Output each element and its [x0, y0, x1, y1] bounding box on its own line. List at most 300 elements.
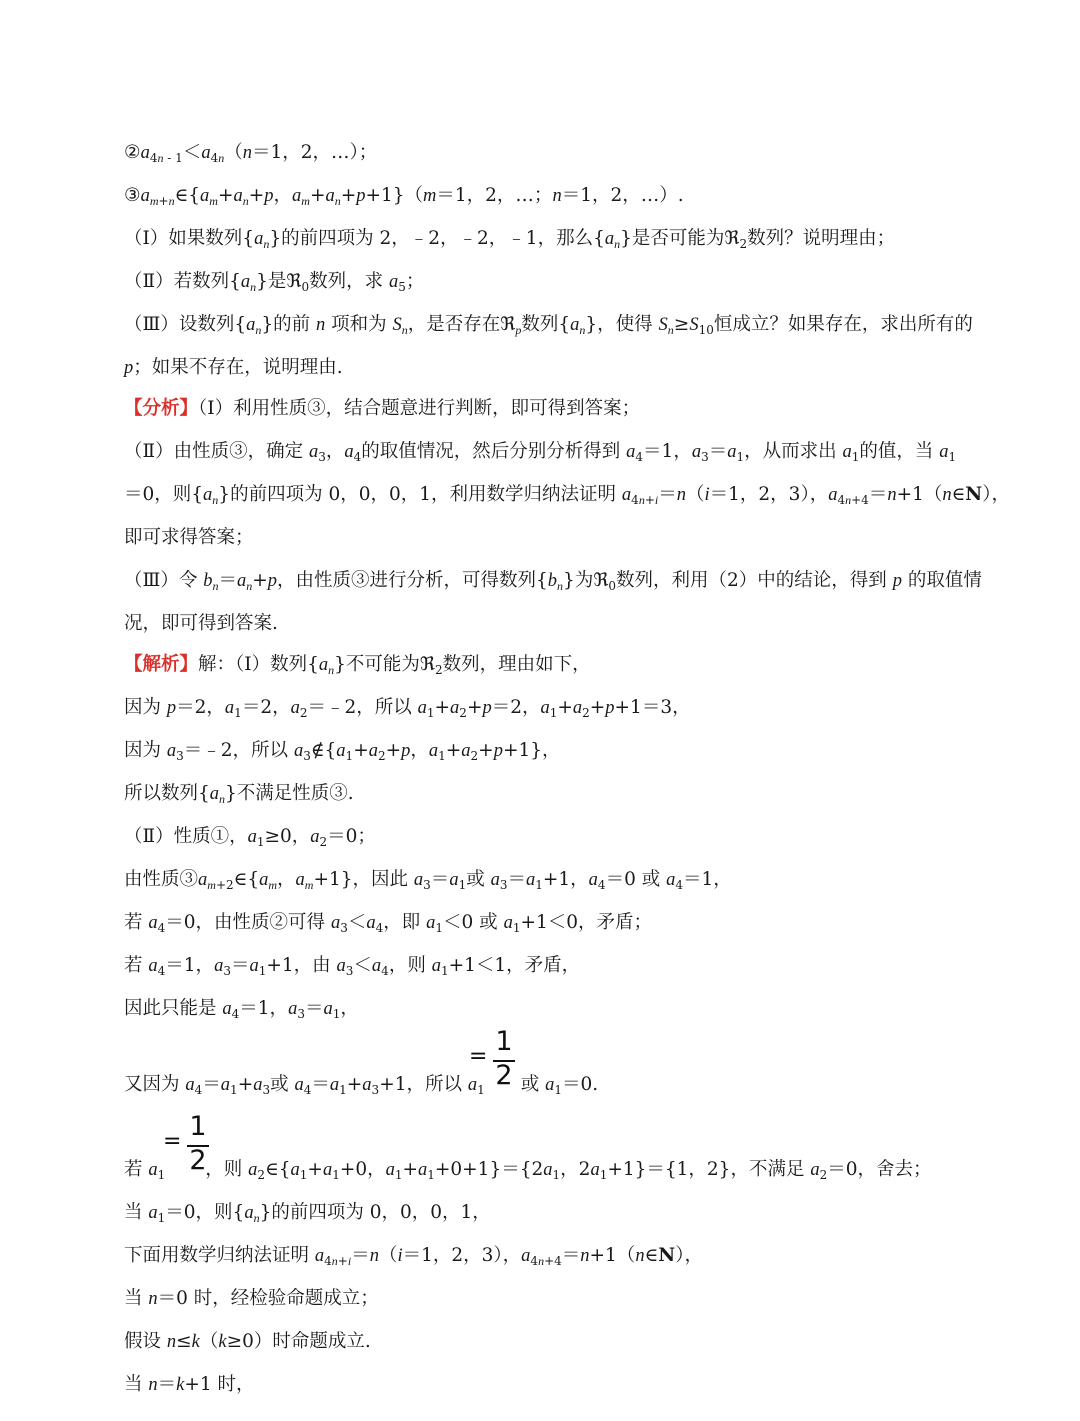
subscript: 4: [635, 450, 644, 464]
text-run: m: [423, 186, 437, 206]
text-run: a: [295, 870, 305, 890]
text-run: +: [445, 740, 462, 761]
text-run: a: [310, 827, 320, 847]
subscript: 4: [353, 450, 362, 464]
fraction-denominator: 2: [189, 1145, 207, 1176]
text-run: +: [307, 1159, 323, 1180]
text-run: a: [503, 913, 513, 933]
text-run: p: [356, 186, 366, 206]
text-run: a: [148, 1160, 158, 1180]
subscript: 1: [299, 1168, 308, 1182]
text-run: ∉{: [310, 740, 337, 761]
subscript: 1: [535, 878, 543, 892]
text-run: }，使得: [585, 314, 659, 335]
text-run: a: [323, 999, 333, 1019]
text-run: ＝2，: [241, 697, 291, 718]
subscript: n: [328, 663, 335, 677]
text-run: ∈{: [174, 185, 201, 206]
text-run: ），: [982, 484, 1010, 505]
text-run: S: [658, 315, 668, 335]
text-run: a: [220, 1075, 231, 1095]
text-run: （: [378, 1245, 398, 1266]
text-run: a: [140, 143, 150, 163]
subscript: 4: [530, 1254, 539, 1268]
subscript: 1: [339, 1083, 347, 1097]
text-run: p: [166, 698, 177, 718]
text-run: ＝: [658, 484, 677, 505]
text-run: a: [254, 229, 264, 249]
text-run: a: [288, 999, 298, 1019]
subscript: m: [207, 878, 216, 892]
text-run: n: [552, 186, 562, 206]
text-run: a: [325, 186, 335, 206]
text-run: ＝1，: [683, 869, 732, 890]
line-19: [124, 911, 652, 935]
subscript: 1: [394, 1168, 403, 1182]
text-run: a: [413, 870, 424, 890]
text-run: ＜: [182, 142, 202, 163]
subscript: +4: [851, 493, 869, 507]
subscript: n: [212, 493, 219, 507]
subscript: n: [614, 237, 621, 251]
text-run: ，则: [205, 1159, 249, 1180]
subscript: 4: [303, 1083, 312, 1097]
subscript: 1: [552, 1168, 561, 1182]
text-run: a: [203, 485, 213, 505]
text-run: 因为: [124, 740, 167, 761]
text-run: ，: [325, 441, 345, 462]
subscript: 1: [851, 450, 860, 464]
section-tag: 【解析】: [124, 654, 199, 675]
text-run: a: [828, 485, 838, 505]
subscript: 1: [332, 1007, 341, 1021]
subscript: +: [158, 194, 169, 208]
subscript: n: [242, 194, 249, 208]
line-18: [124, 868, 732, 892]
text-run: ＜: [347, 912, 367, 933]
text-run: ＝0，则{: [124, 484, 204, 505]
text-run: +: [402, 1159, 419, 1180]
text-run: （: [199, 1331, 219, 1352]
text-run: ＝2，: [176, 697, 225, 718]
subscript: 4: [381, 964, 389, 978]
text-run: a: [322, 1160, 333, 1180]
text-run: k: [218, 1332, 227, 1352]
text-run: ，: [277, 869, 296, 890]
text-run: ＝1，: [165, 955, 215, 976]
text-run: +1＝3，: [614, 697, 691, 718]
text-run: a: [308, 442, 319, 462]
subscript: m: [209, 194, 218, 208]
text-run: 项和为: [325, 314, 393, 335]
text-run: 数列？说明理由；: [747, 228, 896, 249]
subscript: 4: [231, 1007, 240, 1021]
text-run: ，: [410, 740, 429, 761]
subscript: 1: [230, 1083, 238, 1097]
subscript: 1: [512, 921, 521, 935]
text-run: }的前四项为 0，0，0，1，利用数学归纳法证明: [218, 484, 622, 505]
text-run: p: [493, 741, 503, 761]
text-run: ＝1，: [643, 441, 692, 462]
subscript: 4: [157, 921, 166, 935]
text-run: +: [434, 697, 451, 718]
text-run: ＜: [353, 955, 372, 976]
subscript: 1: [435, 921, 444, 935]
text-run: ＝﹣2，所以: [307, 697, 418, 718]
subscript: n: [246, 579, 253, 593]
subscript: n: [845, 493, 852, 507]
text-run: a: [246, 315, 256, 335]
text-run: ＝: [311, 1074, 330, 1095]
text-run: a: [237, 571, 247, 591]
text-run: a: [590, 1160, 600, 1180]
subscript: n: [538, 1254, 545, 1268]
text-run: ＝: [304, 998, 324, 1019]
text-run: 解：（Ⅰ）数列{: [198, 654, 319, 675]
subscript: m: [149, 194, 159, 208]
subscript: 0: [608, 579, 617, 593]
subscript: 1: [345, 749, 354, 763]
text-run: ，2: [560, 1159, 591, 1180]
text-run: a: [198, 870, 208, 890]
text-run: ＝0，舍去；: [827, 1159, 932, 1180]
text-run: a: [428, 741, 439, 761]
text-run: a: [140, 186, 150, 206]
text-run: a: [290, 698, 300, 718]
text-run: a: [318, 655, 329, 675]
text-run: （Ⅲ）设数列{: [124, 314, 247, 335]
text-run: }不可能为ℜ: [334, 654, 435, 675]
subscript: n: [579, 323, 586, 337]
text-run: a: [253, 1075, 263, 1095]
text-run: a: [621, 485, 632, 505]
line-22: [124, 1073, 598, 1097]
text-run: ＝1，2，3），: [709, 484, 829, 505]
text-run: n: [242, 143, 252, 163]
text-run: a: [244, 1203, 254, 1223]
text-run: （Ⅱ）由性质③，确定: [124, 441, 309, 462]
subscript: 0: [301, 280, 310, 294]
text-run: +1（: [896, 484, 943, 505]
subscript: 3: [176, 749, 184, 763]
text-run: N: [658, 1245, 676, 1266]
text-run: 当: [124, 1202, 149, 1223]
text-run: a: [240, 272, 251, 292]
line-14: [124, 696, 691, 720]
text-run: （Ⅱ）若数列{: [124, 271, 241, 292]
text-run: a: [330, 913, 341, 933]
line-01: [124, 141, 377, 165]
line-04: [124, 270, 424, 294]
text-run: S: [689, 315, 699, 335]
text-run: ，由性质③进行分析，可得数列{: [277, 570, 548, 591]
text-run: i: [397, 1246, 403, 1266]
subscript: 3: [340, 921, 348, 935]
subscript: n: [557, 579, 564, 593]
subscript: 3: [499, 878, 508, 892]
subscript: +: [644, 493, 655, 507]
text-run: ＝1，2，…）；: [251, 142, 378, 163]
text-run: p: [605, 698, 615, 718]
line-07: [124, 397, 640, 421]
subscript: 1: [438, 749, 446, 763]
text-run: ∈{: [233, 869, 260, 890]
text-run: ②: [124, 142, 141, 163]
text-run: a: [626, 442, 636, 462]
text-run: n: [676, 485, 686, 505]
text-run: a: [314, 1246, 325, 1266]
text-run: ＝0，由性质②可得: [165, 912, 331, 933]
text-run: a: [148, 1203, 158, 1223]
text-run: a: [201, 143, 211, 163]
subscript: 3: [262, 1083, 271, 1097]
text-run: }的前: [261, 314, 317, 335]
text-run: a: [294, 1075, 304, 1095]
text-run: （: [224, 142, 243, 163]
text-run: }是否可能为ℜ: [620, 228, 740, 249]
subscript: 2: [819, 1168, 828, 1182]
text-run: ＝0.: [562, 1074, 599, 1095]
text-run: a: [209, 784, 220, 804]
text-run: 的取值情况，然后分别分析得到: [361, 441, 627, 462]
text-run: ∈{: [265, 1159, 291, 1180]
text-run: +: [217, 185, 234, 206]
text-run: a: [366, 913, 376, 933]
text-run: a: [426, 913, 436, 933]
fraction-numerator: 1: [189, 1111, 207, 1142]
text-run: 或: [270, 1074, 295, 1095]
text-run: 数列，利用（2）中的结论，得到: [616, 570, 893, 591]
text-run: ＝: [202, 1074, 221, 1095]
text-run: ，从而求出: [744, 441, 843, 462]
text-run: b: [203, 571, 213, 591]
text-run: a: [842, 442, 852, 462]
text-run: ，即: [383, 912, 427, 933]
text-run: ＝1，2，…；: [436, 185, 553, 206]
text-run: a: [249, 956, 259, 976]
text-run: +1}，: [502, 740, 561, 761]
line-20: [124, 954, 580, 978]
line-11: [124, 569, 982, 593]
subscript: n: [255, 323, 262, 337]
text-run: +0，: [339, 1159, 386, 1180]
text-run: ≥: [673, 314, 690, 335]
text-run: 若: [124, 1159, 149, 1180]
subscript: n: [219, 792, 226, 806]
text-run: n: [316, 315, 326, 335]
text-run: +1（: [589, 1245, 636, 1266]
text-run: a: [431, 956, 441, 976]
text-run: +1}，因此: [313, 869, 414, 890]
subscript: 1: [440, 964, 449, 978]
text-run: p: [124, 358, 134, 378]
subscript: 1: [234, 706, 242, 720]
fraction-numerator: 1: [495, 1026, 513, 1057]
text-run: a: [388, 272, 399, 292]
text-run: ，: [273, 185, 293, 206]
line-27: [124, 1330, 371, 1354]
subscript: 4: [210, 151, 219, 165]
text-run: ＝: [868, 484, 888, 505]
text-run: a: [259, 870, 269, 890]
text-run: +: [309, 185, 326, 206]
text-run: ），: [675, 1245, 703, 1266]
line-10: [124, 526, 254, 550]
text-run: +: [385, 740, 402, 761]
text-run: 下面用数学归纳法证明: [124, 1245, 315, 1266]
equals-sign: =: [469, 1044, 488, 1069]
text-run: ＜0 或: [443, 912, 504, 933]
text-run: a: [224, 698, 235, 718]
subscript: 4: [597, 878, 606, 892]
subscript: 1: [256, 835, 265, 849]
text-run: a: [543, 1160, 553, 1180]
text-run: +1}（: [365, 185, 424, 206]
equals-sign: =: [163, 1129, 182, 1154]
subscript: 1: [458, 878, 467, 892]
text-run: p: [267, 571, 278, 591]
text-run: ＝: [351, 1245, 370, 1266]
subscript: 1: [157, 1211, 166, 1225]
line-13: [124, 653, 591, 677]
text-run: ＝0；: [327, 826, 376, 847]
text-run: 若: [124, 955, 149, 976]
subscript: 2: [582, 706, 590, 720]
text-run: a: [490, 870, 500, 890]
text-run: a: [588, 870, 598, 890]
text-run: }不满足性质③.: [225, 783, 354, 804]
line-09: [124, 483, 1010, 507]
subscript: n: [334, 194, 341, 208]
subscript: 2: [299, 706, 308, 720]
text-run: a: [385, 1160, 395, 1180]
text-run: a: [222, 999, 232, 1019]
subscript: 4: [675, 878, 683, 892]
line-28: [124, 1373, 255, 1397]
text-run: ＝: [561, 1245, 581, 1266]
text-run: ＝: [218, 570, 237, 591]
text-run: a: [214, 956, 224, 976]
subscript: 1: [549, 706, 558, 720]
text-run: ＝2，: [491, 697, 541, 718]
text-run: a: [336, 741, 346, 761]
subscript: 1: [427, 1168, 435, 1182]
text-run: ＝: [157, 1374, 177, 1395]
text-run: 即可求得答案；: [124, 527, 254, 548]
text-run: a: [293, 741, 304, 761]
text-run: n: [887, 485, 897, 505]
text-run: ③: [124, 185, 141, 206]
text-run: +: [466, 697, 483, 718]
subscript: n: [157, 151, 164, 165]
text-run: ；: [405, 271, 425, 292]
text-run: a: [450, 698, 460, 718]
text-run: （: [685, 484, 705, 505]
subscript: 4: [375, 921, 384, 935]
subscript: 3: [223, 964, 231, 978]
text-run: a: [666, 870, 676, 890]
subscript: i: [654, 493, 659, 507]
text-run: +: [589, 697, 606, 718]
subscript: n: [250, 280, 257, 294]
text-run: ＝﹣2，所以: [183, 740, 294, 761]
text-run: ≤: [176, 1331, 192, 1352]
text-run: ＝0，则{: [165, 1202, 245, 1223]
text-run: }的前四项为 0，0，0，1，: [259, 1202, 491, 1223]
text-run: a: [570, 315, 580, 335]
subscript: 4: [631, 493, 639, 507]
text-run: ＝0 时，经检验命题成立；: [157, 1288, 379, 1309]
subscript: +: [337, 1254, 348, 1268]
text-run: p: [401, 741, 411, 761]
text-run: }的前四项为 2，﹣2，﹣2，﹣1，那么{: [269, 228, 605, 249]
text-run: 况，即可得到答案.: [124, 613, 278, 634]
subscript: n: [331, 1254, 338, 1268]
text-run: k: [176, 1375, 185, 1395]
subscript: m: [304, 878, 314, 892]
subscript: 2: [470, 749, 479, 763]
subscript: p: [515, 323, 522, 337]
subscript: n: [401, 323, 408, 337]
text-run: 因此只能是: [124, 998, 223, 1019]
text-run: 或: [520, 1074, 546, 1095]
text-run: N: [965, 484, 983, 505]
text-run: n: [369, 1246, 379, 1266]
text-run: ＝1，: [239, 998, 289, 1019]
text-run: i: [704, 485, 710, 505]
subscript: 3: [371, 1083, 380, 1097]
text-run: }是ℜ: [256, 271, 302, 292]
line-21: [124, 997, 359, 1021]
text-run: ≥0，: [264, 826, 311, 847]
subscript: m: [301, 194, 310, 208]
text-run: ，则: [388, 955, 432, 976]
subscript: 2: [739, 237, 748, 251]
line-08: [124, 440, 956, 464]
text-run: n: [580, 1246, 590, 1266]
line-24: [124, 1201, 491, 1225]
text-run: 的值，当: [859, 441, 940, 462]
subscript: 1: [554, 1083, 563, 1097]
text-run: n: [148, 1375, 158, 1395]
text-run: 当: [124, 1374, 149, 1395]
subscript: 3: [345, 964, 354, 978]
text-run: a: [691, 442, 702, 462]
text-run: +: [340, 185, 357, 206]
line-15: [124, 739, 560, 763]
text-run: ；如果不存在，说明理由.: [133, 357, 343, 378]
text-run: p: [264, 186, 274, 206]
subscript: 3: [297, 1007, 305, 1021]
text-run: a: [233, 186, 243, 206]
text-run: 数列{: [521, 314, 571, 335]
line-06: [124, 356, 343, 380]
text-run: +: [478, 740, 494, 761]
line-25: [124, 1244, 703, 1268]
text-run: +: [353, 740, 369, 761]
subscript: 10: [698, 323, 714, 337]
subscript: n: [168, 194, 175, 208]
subscript: 4: [837, 493, 846, 507]
text-run: +1}＝{1，2}，不满足: [607, 1159, 811, 1180]
text-run: a: [329, 1075, 340, 1095]
line-16: [124, 782, 354, 806]
text-run: a: [185, 1075, 195, 1095]
subscript: 2: [257, 1168, 266, 1182]
text-run: a: [604, 229, 615, 249]
text-run: 当: [124, 1288, 149, 1309]
text-run: 又因为: [124, 1074, 186, 1095]
